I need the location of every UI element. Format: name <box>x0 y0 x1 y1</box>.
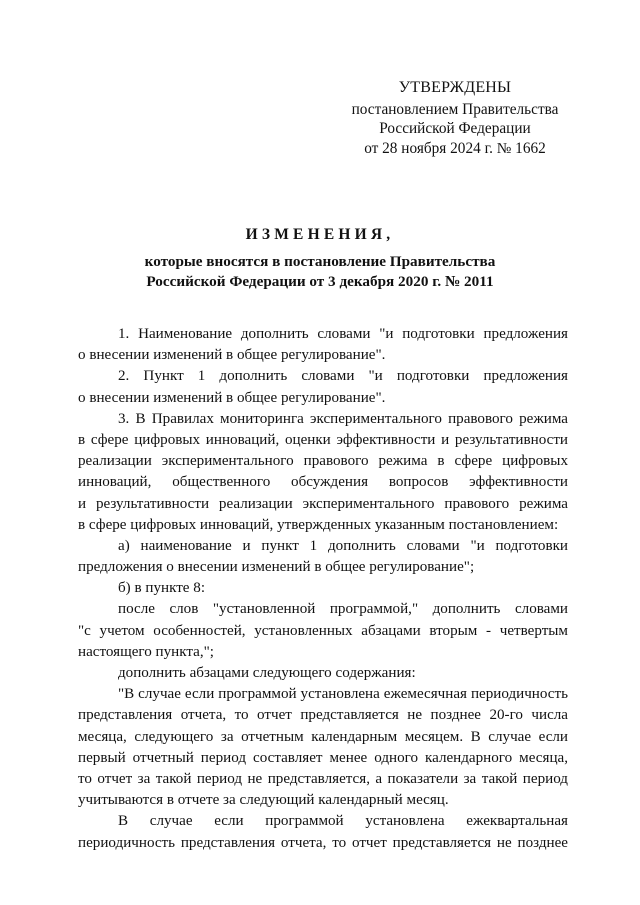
body-line: периодичность представления отчета, то отчет представляется не позднее <box>78 834 568 851</box>
document-title: ИЗМЕНЕНИЯ, <box>245 226 395 243</box>
body-line: а) наименование и пункт 1 дополнить словами "и подготовки <box>118 537 568 554</box>
document-subtitle <box>0 252 640 291</box>
body-line: месяца, следующего за отчетным календарным месяцем. В случае если <box>78 728 568 745</box>
body-line: и результативности реализации экспериментального правового режима <box>78 495 568 512</box>
subtitle-line: Российской Федерации от 3 декабря 2020 г. № 2011 <box>146 272 494 290</box>
approval-heading: УТВЕРЖДЕНЫ <box>398 79 512 96</box>
document-body <box>78 324 568 854</box>
approval-line: Российской Федерации <box>379 120 531 138</box>
approval-line: от 28 ноября 2024 г. № 1662 <box>364 139 546 157</box>
body-line: после слов "установленной программой," дополнить словами <box>118 601 568 618</box>
body-line: учитываются в отчете за следующий календарный месяц. <box>78 792 449 809</box>
body-line: "В случае если программой установлена ежемесячная периодичность <box>118 686 568 703</box>
body-line: о внесении изменений в общее регулирование". <box>78 347 386 364</box>
body-line: в сфере цифровых инноваций, утвержденных указанным постановлением: <box>78 516 559 533</box>
body-line: настоящего пункта,"; <box>78 643 214 660</box>
body-line: первый отчетный период составляет менее одного календарного месяца, <box>78 749 568 766</box>
body-line: "с учетом особенностей, установленных абзацами вторым - четвертым <box>78 622 568 639</box>
body-line: дополнить абзацами следующего содержания: <box>118 665 416 681</box>
body-line: В случае если программой установлена ежеквартальная <box>118 813 568 830</box>
approval-line: постановлением Правительства <box>351 101 559 119</box>
body-line: б) в пункте 8: <box>118 580 206 597</box>
approval-block <box>330 78 580 158</box>
body-line: то отчет за такой период не представляется, а показатели за такой период <box>78 770 568 787</box>
body-line: инноваций, общественного обсуждения вопросов эффективности <box>78 474 568 491</box>
body-line: реализации экспериментального правового режима в сфере цифровых <box>78 453 568 470</box>
body-line: 1. Наименование дополнить словами "и подготовки предложения <box>118 326 568 342</box>
body-line: 3. В Правилах мониторинга экспериментального правового режима <box>118 410 568 427</box>
body-line: в сфере цифровых инноваций, оценки эффективности и результативности <box>78 431 568 448</box>
subtitle-line: которые вносятся в постановление Правительства <box>144 253 496 270</box>
body-line: 2. Пункт 1 дополнить словами "и подготовки предложения <box>118 368 568 385</box>
body-line: предложения о внесении изменений в общее регулирование"; <box>78 559 475 576</box>
body-line: о внесении изменений в общее регулирование". <box>78 389 386 406</box>
body-line: представления отчета, то отчет представляется не позднее 20-го числа <box>78 707 568 724</box>
